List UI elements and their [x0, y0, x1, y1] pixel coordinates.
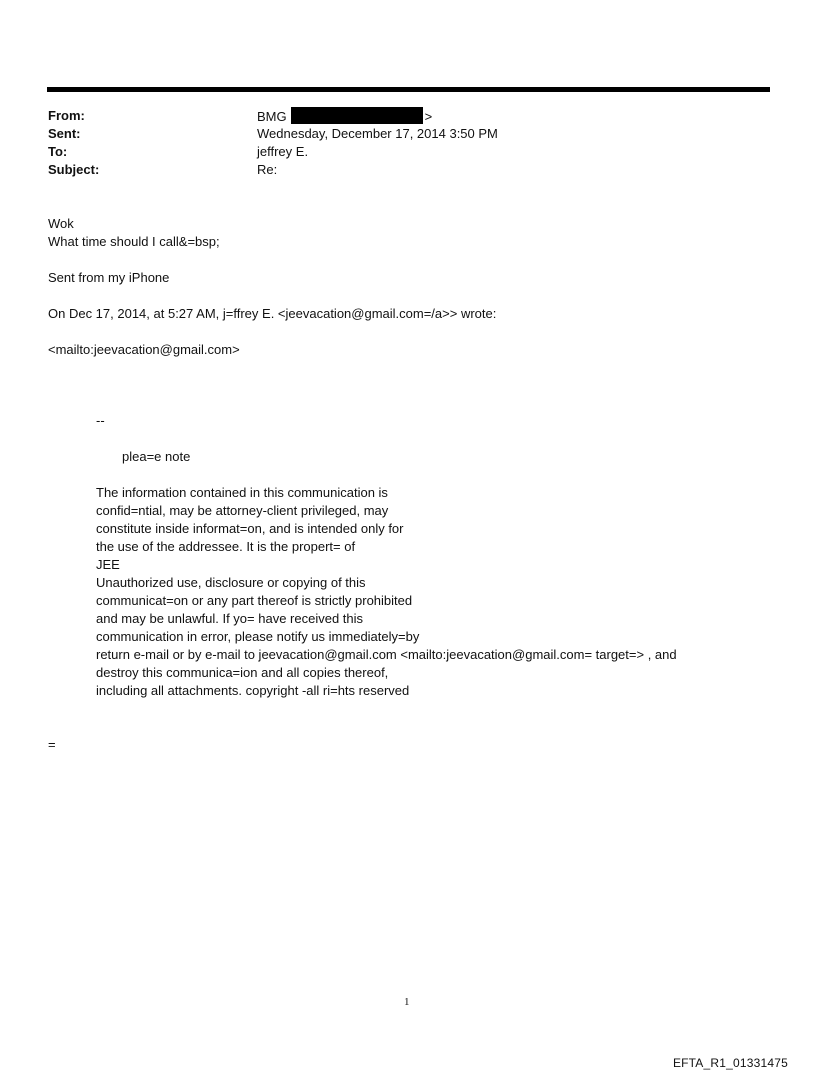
- disclaimer-line: confid=ntial, may be attorney-client privileged, may: [96, 503, 389, 518]
- page-number: 1: [404, 996, 410, 1008]
- disclaimer-line: JEE: [96, 557, 120, 572]
- body-line-2: What time should I call&=bsp;: [48, 234, 220, 249]
- disclaimer-line: the use of the addressee. It is the propert= of: [96, 539, 356, 554]
- trailing-char: =: [48, 737, 56, 752]
- disclaimer-line: destroy this communica=ion and all copies thereof,: [96, 665, 389, 680]
- header-rule: [47, 87, 770, 92]
- sent-label: Sent:: [48, 126, 81, 141]
- to-label: To:: [48, 144, 68, 159]
- disclaimer-line: communicat=on or any part thereof is strictly prohibited: [96, 593, 413, 608]
- to-value: jeffrey E.: [257, 144, 309, 159]
- disclaimer-line: return e-mail or by e-mail to jeevacation@gmail.com <mailto:jeevacation@gmail.com= target=> , and: [96, 647, 677, 662]
- subject-value: Re:: [257, 162, 278, 177]
- from-label: From:: [48, 108, 85, 123]
- disclaimer-line: communication in error, please notify us immediately=by: [96, 629, 420, 644]
- bates-number: EFTA_R1_01331475: [672, 1056, 788, 1070]
- body-line-1: Wok: [48, 216, 74, 231]
- disclaimer-line: The information contained in this communication is: [96, 485, 388, 500]
- redaction-box: [291, 107, 423, 124]
- disclaimer-line: constitute inside informat=on, and is intended only for: [96, 521, 404, 536]
- from-name: BMG: [257, 109, 287, 124]
- mailto-line: <mailto:jeevacation@gmail.com>: [48, 342, 240, 357]
- note-heading: plea=e note: [122, 449, 191, 464]
- signature: Sent from my iPhone: [48, 270, 170, 285]
- from-suffix: >: [424, 109, 433, 124]
- disclaimer-line: including all attachments. copyright -all ri=hts reserved: [96, 683, 410, 698]
- sent-value: Wednesday, December 17, 2014 3:50 PM: [257, 126, 498, 141]
- disclaimer-line: Unauthorized use, disclosure or copying of this: [96, 575, 366, 590]
- disclaimer-line: and may be unlawful. If yo= have received this: [96, 611, 364, 626]
- quote-intro: On Dec 17, 2014, at 5:27 AM, j=ffrey E. <jeevacation@gmail.com=/a>> wrote:: [48, 306, 497, 321]
- subject-label: Subject:: [48, 162, 100, 177]
- signature-dashes: --: [96, 413, 105, 428]
- from-value: [257, 107, 432, 126]
